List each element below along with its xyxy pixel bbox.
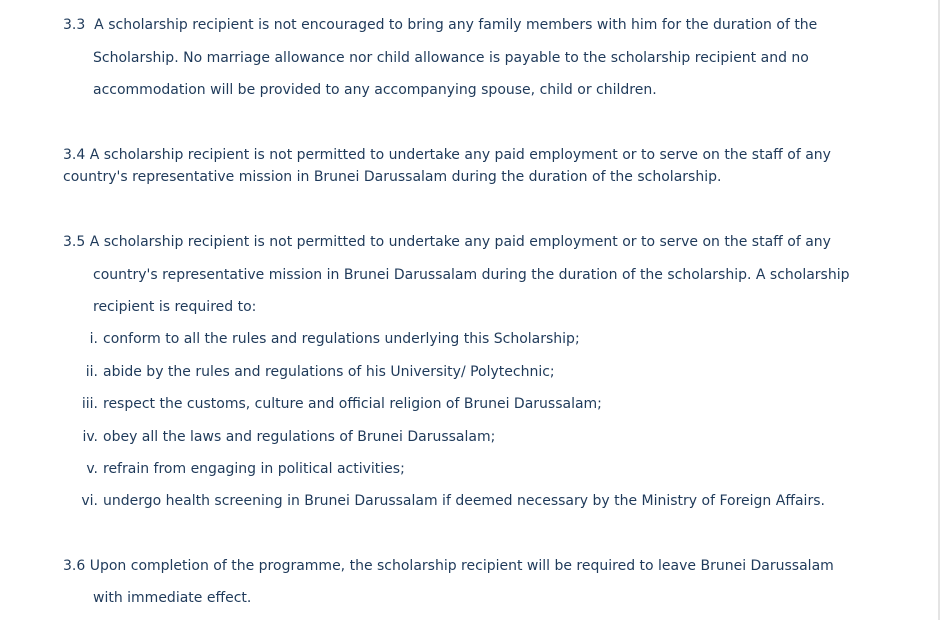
clause-number: 3.6	[63, 558, 86, 574]
clause-text: country's representative mission in Brunei Darussalam during the duration of the scholarship. A scholarship	[93, 267, 850, 283]
clause-text: Upon completion of the programme, the scholarship recipient will be required to leave Brunei Darussalam	[89, 558, 834, 574]
list-item-number: iv.	[82, 429, 98, 445]
list-item	[85, 362, 555, 382]
list-item	[81, 491, 825, 511]
clause-text: Scholarship. No marriage allowance nor child allowance is payable to the scholarship recipient and no	[93, 50, 809, 66]
clause-text: A scholarship recipient is not permitted to undertake any paid employment or to serve on the staff of any	[89, 147, 831, 163]
clause-text: country's representative mission in Brunei Darussalam during the duration of the scholarship.	[63, 169, 722, 185]
list-item	[81, 394, 602, 414]
list-item-text: refrain from engaging in political activities;	[103, 461, 405, 477]
list-item-number: i.	[89, 331, 98, 347]
list-item-text: respect the customs, culture and official religion of Brunei Darussalam;	[103, 396, 602, 412]
list-item-text: undergo health screening in Brunei Darussalam if deemed necessary by the Ministry of Foreign Affairs.	[103, 493, 825, 509]
list-item-number: ii.	[85, 364, 98, 380]
clause-line	[63, 232, 831, 252]
clause-line	[63, 556, 834, 576]
list-item-number: v.	[86, 461, 98, 477]
clause-text: A scholarship recipient is not encouraged to bring any family members with him for the duration of the	[94, 17, 818, 33]
clause-number: 3.4	[63, 147, 86, 163]
list-item	[86, 459, 405, 479]
clause-number: 3.3	[63, 17, 86, 33]
list-item-text: abide by the rules and regulations of his University/ Polytechnic;	[103, 364, 555, 380]
list-item-number: iii.	[81, 396, 98, 412]
clause-text: recipient is required to:	[93, 299, 257, 315]
list-item	[82, 427, 496, 447]
clause-text: accommodation will be provided to any accompanying spouse, child or children.	[93, 82, 657, 98]
clause-number: 3.5	[63, 234, 86, 250]
list-item-number: vi.	[81, 493, 98, 509]
clause-line	[63, 15, 817, 35]
list-item-text: obey all the laws and regulations of Brunei Darussalam;	[103, 429, 496, 445]
list-item-text: conform to all the rules and regulations underlying this Scholarship;	[103, 331, 580, 347]
list-item	[89, 329, 580, 349]
clause-text: with immediate effect.	[93, 590, 252, 606]
clause-text: A scholarship recipient is not permitted to undertake any paid employment or to serve on the staff of any	[89, 234, 831, 250]
clause-line	[63, 145, 831, 165]
